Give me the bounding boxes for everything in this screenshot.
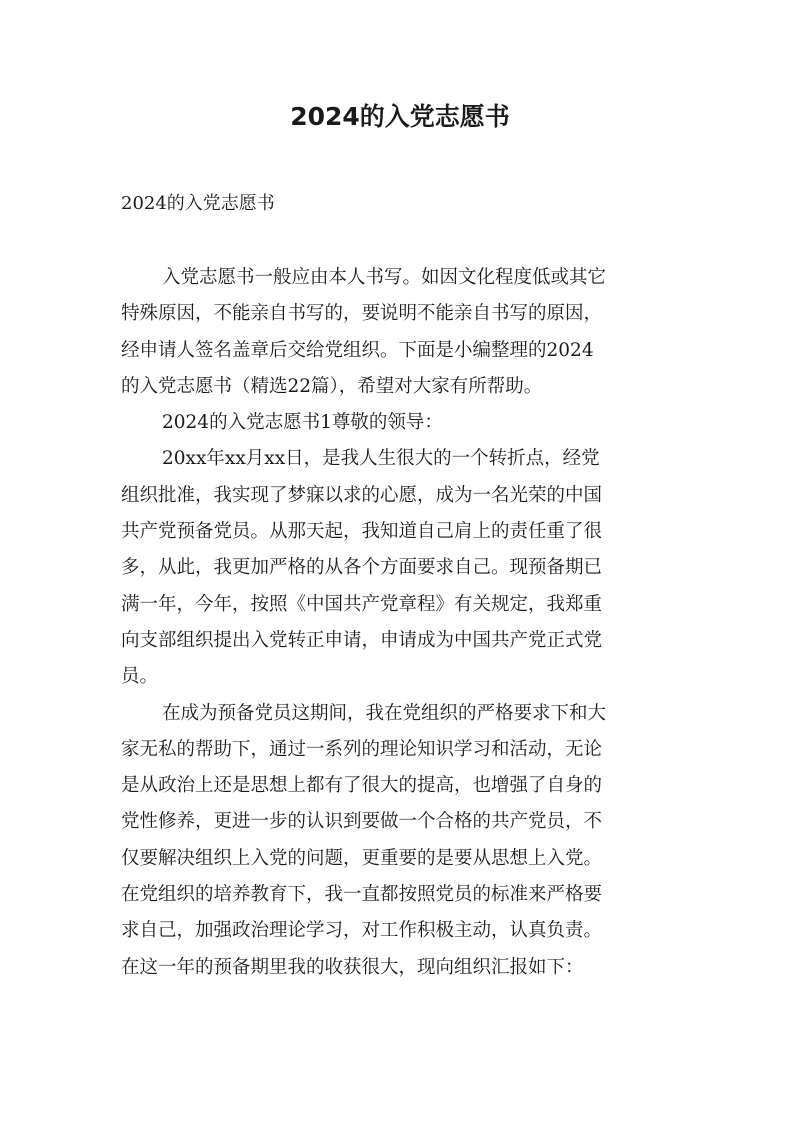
body-line: 求自己，加强政治理论学习，对工作积极主动，认真负责。 — [121, 920, 603, 942]
body-line: 向支部组织提出入党转正申请，申请成为中国共产党正式党 — [121, 629, 603, 651]
body-line: 在党组织的培养教育下，我一直都按照党员的标准来严格要 — [121, 884, 603, 906]
body-line: 20xx年xx月xx日，是我人生很大的一个转折点，经党 — [162, 448, 600, 470]
body-line: 组织批准，我实现了梦寐以求的心愿，成为一名光荣的中国 — [121, 484, 603, 506]
body-line: 党性修养，更进一步的认识到要做一个合格的共产党员，不 — [121, 811, 603, 833]
body-line: 2024的入党志愿书1尊敬的领导： — [162, 412, 443, 434]
document-subtitle: 2024的入党志愿书 — [121, 193, 275, 214]
body-line: 家无私的帮助下，通过一系列的理论知识学习和活动，无论 — [121, 738, 603, 760]
body-line: 在成为预备党员这期间，我在党组织的严格要求下和大 — [162, 702, 607, 724]
body-line: 员。 — [121, 666, 159, 688]
body-line: 是从政治上还是思想上都有了很大的提高，也增强了自身的 — [121, 775, 603, 797]
body-line: 多，从此，我更加严格的从各个方面要求自己。现预备期已 — [121, 557, 603, 579]
document-body — [121, 260, 685, 986]
body-line: 入党志愿书一般应由本人书写。如因文化程度低或其它 — [162, 267, 607, 288]
page-title: 2024的入党志愿书 — [290, 102, 510, 131]
body-line: 经申请人签名盖章后交给党组织。下面是小编整理的2024 — [121, 339, 594, 361]
body-line: 满一年，今年，按照《中国共产党章程》有关规定，我郑重 — [121, 593, 603, 615]
body-line: 在这一年的预备期里我的收获很大，现向组织汇报如下： — [121, 956, 584, 978]
body-line: 的入党志愿书（精选22篇），希望对大家有所帮助。 — [121, 375, 543, 397]
body-line: 共产党预备党员。从那天起，我知道自己肩上的责任重了很 — [121, 521, 603, 543]
body-line: 仅要解决组织上入党的问题，更重要的是要从思想上入党。 — [121, 847, 603, 869]
body-line: 特殊原因，不能亲自书写的，要说明不能亲自书写的原因， — [121, 303, 603, 325]
